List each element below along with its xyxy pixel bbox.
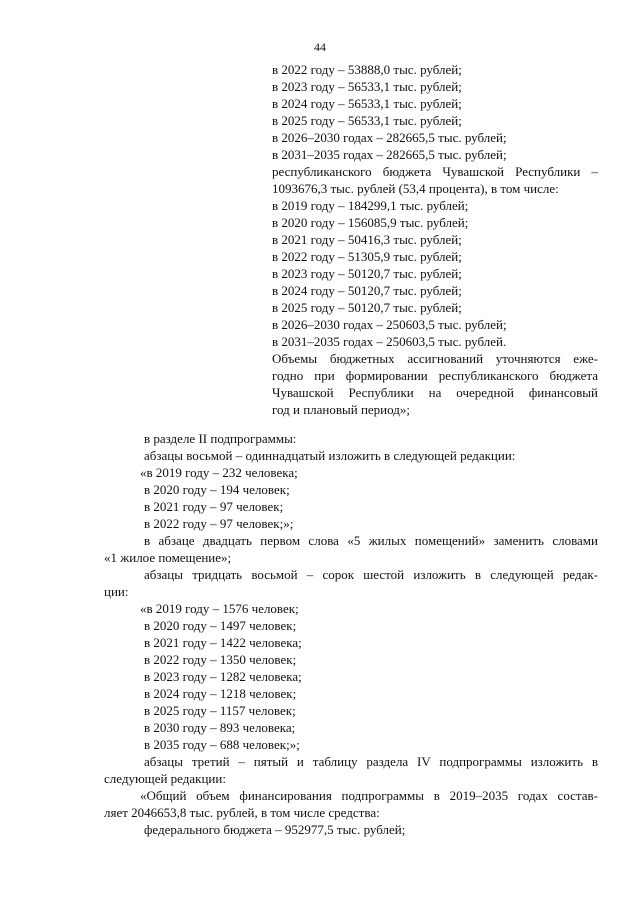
right-block-line: в 2031–2035 годах – 250603,5 тыс. рублей. (272, 334, 507, 349)
right-block-line: в 2023 году – 56533,1 тыс. рублей; (272, 79, 462, 94)
paragraph-line: в абзаце двадцать первом слова «5 жилых помещений» заменить словами (144, 533, 598, 548)
right-block-line: в 2025 году – 50120,7 тыс. рублей; (272, 300, 462, 315)
paragraph-line: в 2021 году – 97 человек; (144, 499, 284, 514)
paragraph-line: «в 2019 году – 1576 человек; (140, 601, 299, 616)
right-block-line: в 2026–2030 годах – 250603,5 тыс. рублей; (272, 317, 507, 332)
paragraph-line: в 2030 году – 893 человека; (144, 720, 296, 735)
paragraph-line: в 2023 году – 1282 человека; (144, 669, 302, 684)
right-block-line: в 2022 году – 53888,0 тыс. рублей; (272, 62, 462, 77)
paragraph-line: абзацы тридцать восьмой – сорок шестой изложить в следующей редак- (144, 567, 598, 582)
right-block-line: год и плановый период»; (272, 402, 410, 417)
paragraph-line: «Общий объем финансирования подпрограммы в 2019–2035 годах состав- (140, 788, 598, 803)
right-block-line: в 2024 году – 50120,7 тыс. рублей; (272, 283, 462, 298)
right-block-line: в 2022 году – 51305,9 тыс. рублей; (272, 249, 462, 264)
right-block-line: в 2031–2035 годах – 282665,5 тыс. рублей; (272, 147, 507, 162)
paragraph-line: в 2024 году – 1218 человек; (144, 686, 297, 701)
paragraph-line: в 2022 году – 97 человек;»; (144, 516, 294, 531)
right-block-line: в 2026–2030 годах – 282665,5 тыс. рублей; (272, 130, 507, 145)
paragraph-line: в 2020 году – 1497 человек; (144, 618, 297, 633)
paragraph-line: следующей редакции: (104, 771, 226, 786)
paragraph-line: в 2025 году – 1157 человек; (144, 703, 296, 718)
paragraph-line: ляет 2046653,8 тыс. рублей, в том числе средства: (104, 805, 380, 820)
right-block-line: в 2019 году – 184299,1 тыс. рублей; (272, 198, 469, 213)
right-block-line: в 2020 году – 156085,9 тыс. рублей; (272, 215, 469, 230)
paragraph-line: в 2035 году – 688 человек;»; (144, 737, 300, 752)
paragraph-line: ции: (104, 584, 129, 599)
paragraph-line: абзацы восьмой – одиннадцатый изложить в следующей редакции: (144, 448, 516, 463)
right-block-line: Чувашской Республики на очередной финансовый (272, 385, 598, 400)
page-number: 44 (314, 40, 326, 54)
paragraph-line: «в 2019 году – 232 человека; (140, 465, 298, 480)
paragraph-line: в 2021 году – 1422 человека; (144, 635, 302, 650)
paragraph-line: «1 жилое помещение»; (104, 550, 232, 565)
right-block-line: в 2023 году – 50120,7 тыс. рублей; (272, 266, 462, 281)
right-block-line: годно при формировании республиканского бюджета (272, 368, 598, 383)
right-block-line: 1093676,3 тыс. рублей (53,4 процента), в том числе: (272, 181, 559, 196)
right-block-line: в 2025 году – 56533,1 тыс. рублей; (272, 113, 462, 128)
paragraph-line: федерального бюджета – 952977,5 тыс. рублей; (144, 822, 406, 837)
paragraph-line: в 2022 году – 1350 человек; (144, 652, 297, 667)
right-block-line: в 2021 году – 50416,3 тыс. рублей; (272, 232, 462, 247)
right-block-line: в 2024 году – 56533,1 тыс. рублей; (272, 96, 462, 111)
paragraph-line: в разделе II подпрограммы: (144, 431, 297, 446)
paragraph-line: в 2020 году – 194 человек; (144, 482, 290, 497)
paragraph-line: абзацы третий – пятый и таблицу раздела IV подпрограммы изложить в (144, 754, 598, 769)
right-block-line: Объемы бюджетных ассигнований уточняются еже- (272, 351, 598, 366)
right-block-line: республиканского бюджета Чувашской Республики – (272, 164, 598, 179)
